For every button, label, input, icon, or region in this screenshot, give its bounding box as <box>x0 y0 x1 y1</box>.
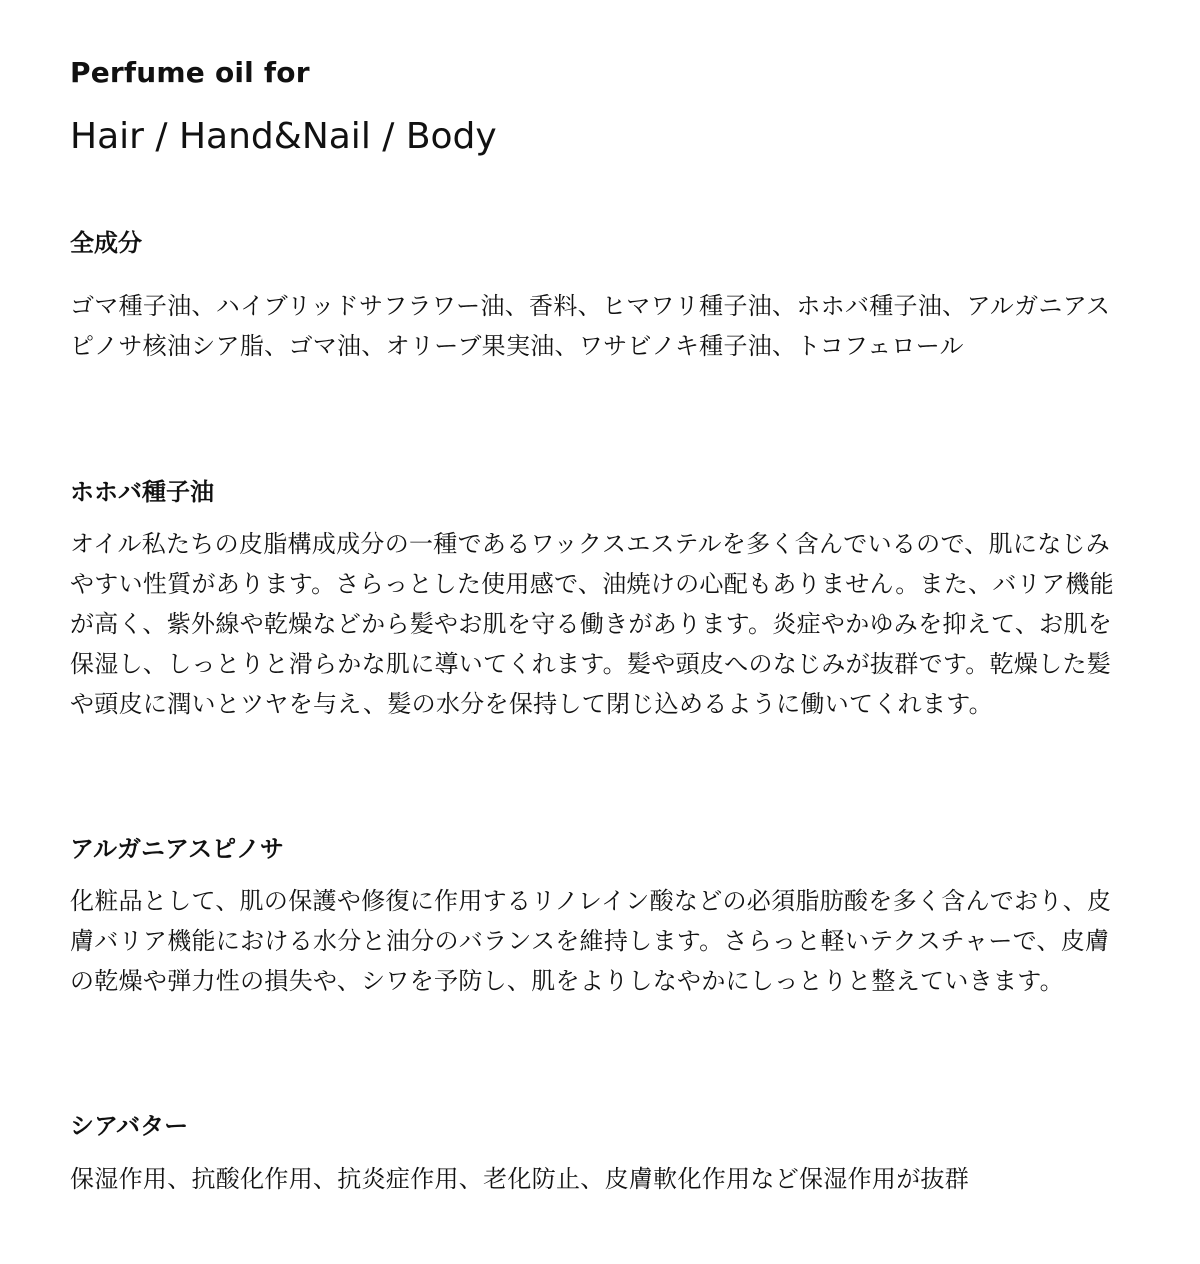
product-eyebrow: Perfume oil for <box>70 56 310 89</box>
argan-description: 化粧品として、肌の保護や修復に作用するリノレイン酸などの必須脂肪酸を多く含んでおり、皮膚バリア機能における水分と油分のバランスを維持します。さらっと軽いテクスチャーで、皮膚の乾燥や弾力性の損失や、シワを予防し、肌をよりしなやかにしっとりと整えていきます。 <box>70 887 1112 995</box>
product-headline: Hair / Hand&Nail / Body <box>70 116 497 157</box>
ingredients-heading: 全成分 <box>70 229 142 257</box>
jojoba-heading: ホホバ種子油 <box>70 478 214 506</box>
shea-butter-description: 保湿作用、抗酸化作用、抗炎症作用、老化防止、皮膚軟化作用など保湿作用が抜群 <box>70 1165 970 1193</box>
jojoba-description: オイル私たちの皮脂構成成分の一種であるワックスエステルを多く含んでいるので、肌になじみやすい性質があります。さらっとした使用感で、油焼けの心配もありません。また、バリア機能が高く、紫外線や乾燥などから髪やお肌を守る働きがあります。炎症やかゆみを抑えて、お肌を保湿し、しっとりと滑らかな肌に導いてくれます。髪や頭皮へのなじみが抜群です。乾燥した髪や頭皮に潤いとツヤを与え、髪の水分を保持して閉じ込めるように働いてくれます。 <box>70 530 1114 718</box>
argan-heading: アルガニアスピノサ <box>70 835 284 863</box>
ingredients-list: ゴマ種子油、ハイブリッドサフラワー油、香料、ヒマワリ種子油、ホホバ種子油、アルガニアスピノサ核油シア脂、ゴマ油、オリーブ果実油、ワサビノキ種子油、トコフェロール <box>70 292 1111 360</box>
shea-butter-heading: シアバター <box>70 1112 189 1140</box>
